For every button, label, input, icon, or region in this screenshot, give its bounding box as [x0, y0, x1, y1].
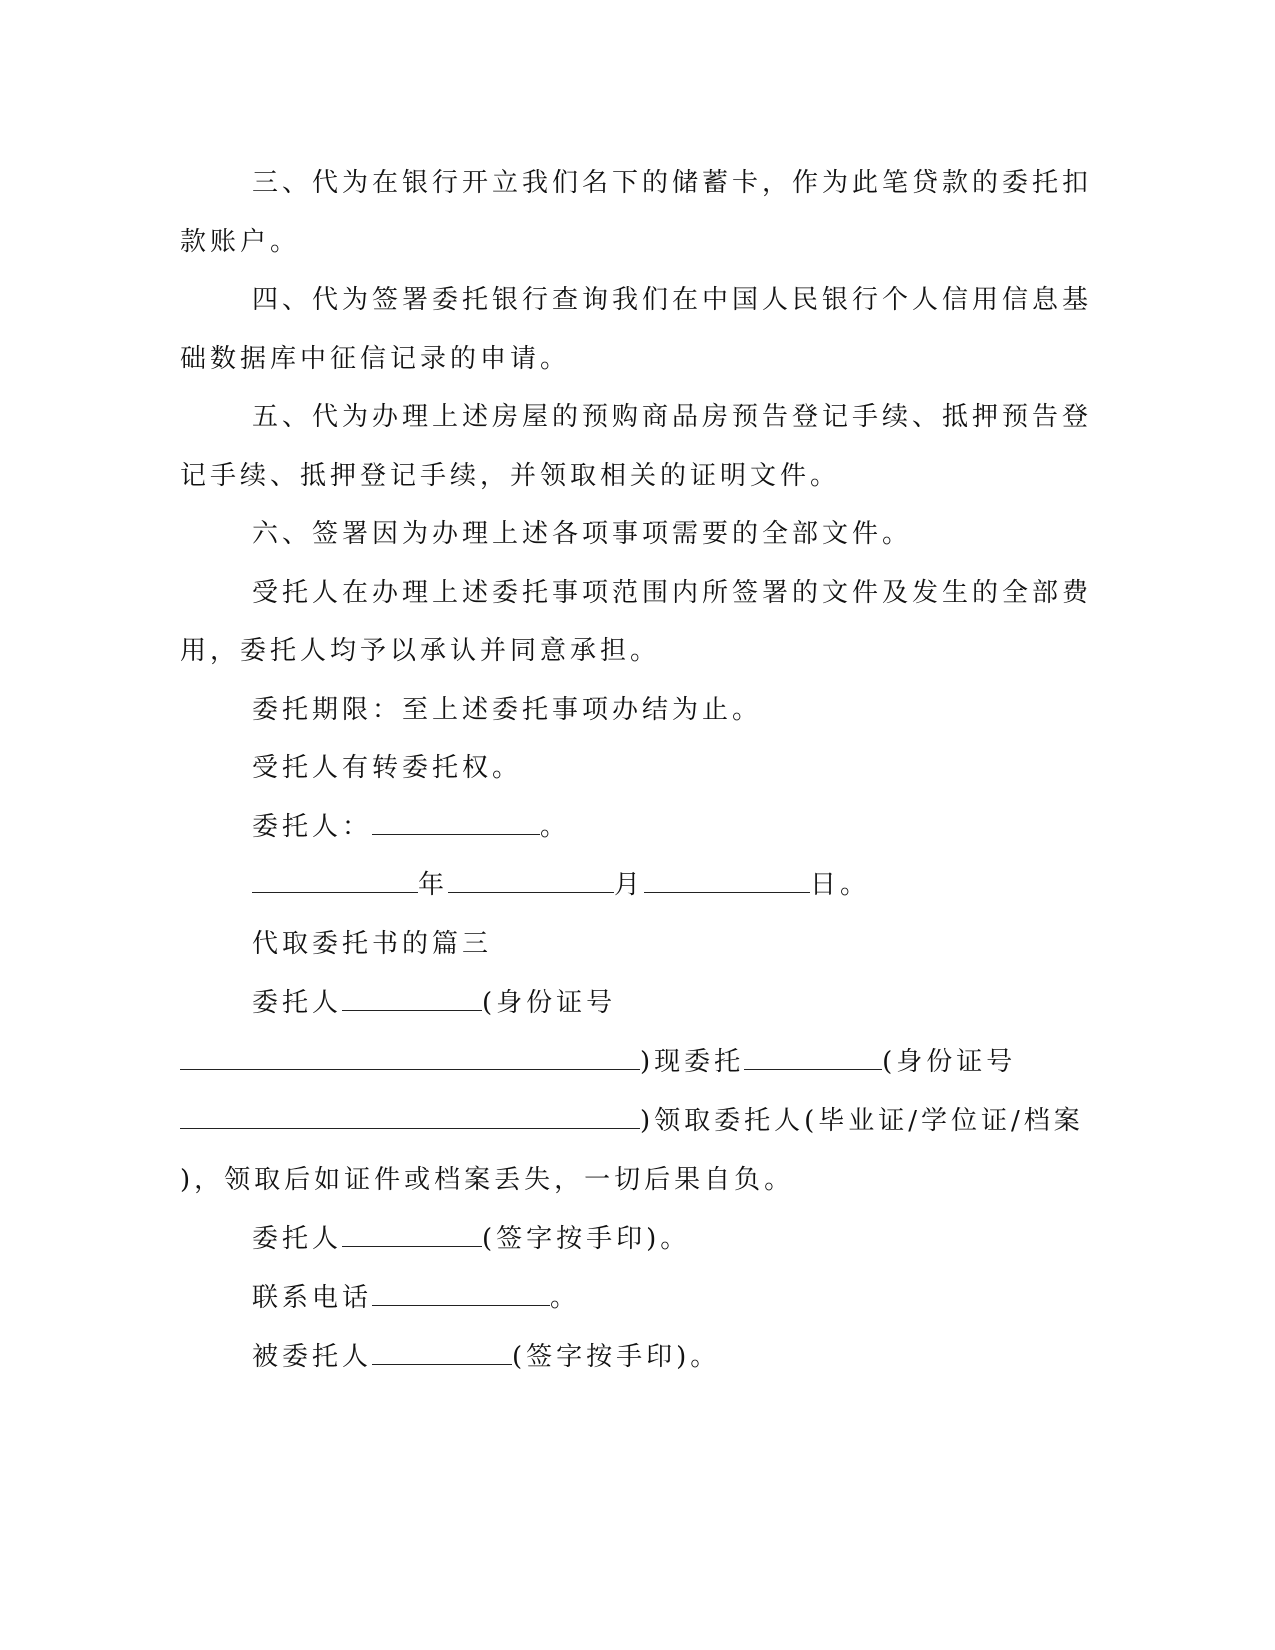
- agent-sign-suffix: (签字按手印)。: [512, 1342, 721, 1372]
- paragraph-line: 础数据库中征信记录的申请。: [180, 344, 571, 374]
- form-line-collect: [180, 1104, 1084, 1138]
- agent-label: 被委托人: [252, 1342, 373, 1372]
- date-line: [252, 868, 870, 902]
- paragraph-line: 受托人有转委托权。: [252, 753, 523, 783]
- section-title: 代取委托书的篇三: [252, 929, 493, 959]
- form-line-agent-sign: [252, 1340, 720, 1374]
- agent-sign-blank: [372, 1340, 512, 1365]
- principal-sign-blank: [342, 1222, 482, 1247]
- paragraph-line: 六、签署因为办理上述各项事项需要的全部文件。: [252, 519, 913, 549]
- principal-sign-label: 委托人: [252, 1224, 343, 1254]
- agent-id-blank: [180, 1104, 640, 1129]
- form-line-principal-sign: [252, 1222, 690, 1256]
- form-line-phone: [252, 1281, 580, 1315]
- entrust-text: )现委托: [640, 1047, 745, 1077]
- paragraph-line: 款账户。: [180, 227, 301, 257]
- paragraph-line: 受托人在办理上述委托事项范围内所签署的文件及发生的全部费: [252, 578, 1093, 608]
- principal-name-blank: [342, 986, 482, 1011]
- year-blank: [252, 868, 418, 893]
- phone-label: 联系电话: [252, 1283, 373, 1313]
- principal-line: [252, 810, 570, 844]
- paragraph-line: 委托期限：至上述委托事项办结为止。: [252, 695, 763, 725]
- paragraph-line: 五、代为办理上述房屋的预购商品房预告登记手续、抵押预告登: [252, 402, 1093, 432]
- form-line-consequence: )，领取后如证件或档案丢失，一切后果自负。: [180, 1165, 795, 1195]
- form-line-principal: [252, 986, 616, 1020]
- collect-text: )领取委托人(毕业证/学位证/档案: [640, 1106, 1084, 1136]
- principal-sign-suffix: (签字按手印)。: [482, 1224, 691, 1254]
- agent-name-blank: [744, 1045, 882, 1070]
- paragraph-line: 四、代为签署委托银行查询我们在中国人民银行个人信用信息基: [252, 285, 1093, 315]
- phone-end: 。: [550, 1283, 581, 1313]
- day-label: 日。: [810, 870, 871, 900]
- paragraph-line: 三、代为在银行开立我们名下的储蓄卡，作为此笔贷款的委托扣: [252, 168, 1093, 198]
- principal-label: 委托人：: [252, 812, 373, 842]
- form-line-entrust: [180, 1045, 1016, 1079]
- principal-id-blank: [180, 1045, 640, 1070]
- id-open-text: (身份证号: [482, 988, 617, 1018]
- principal-text: 委托人: [252, 988, 343, 1018]
- phone-blank: [372, 1281, 550, 1306]
- paragraph-line: 记手续、抵押登记手续，并领取相关的证明文件。: [180, 461, 841, 491]
- month-label: 月: [614, 870, 645, 900]
- principal-blank: [372, 810, 540, 835]
- paragraph-line: 用，委托人均予以承认并同意承担。: [180, 636, 661, 666]
- month-blank: [448, 868, 614, 893]
- id-open-text-2: (身份证号: [882, 1047, 1017, 1077]
- year-label: 年: [418, 870, 449, 900]
- principal-end: 。: [540, 812, 571, 842]
- day-blank: [644, 868, 810, 893]
